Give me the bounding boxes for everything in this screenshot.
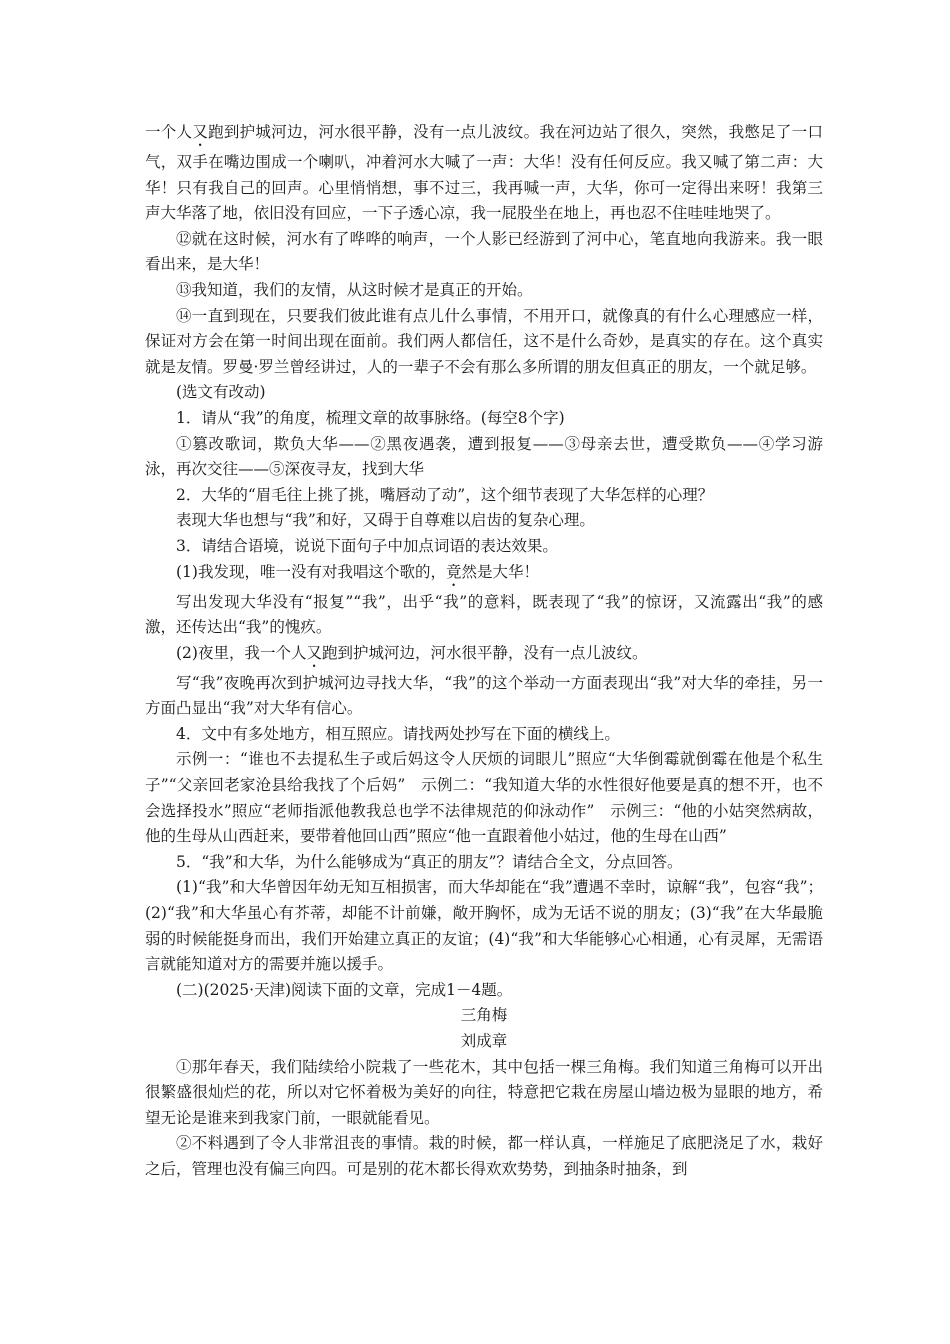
question-3-sub-2	[145, 641, 823, 671]
article-paragraph-1: ①那年春天，我们陆续给小院栽了一些花木，其中包括一棵三角梅。我们知道三角梅可以开出很繁盛很灿烂的花，所以对它怀着极为美好的向往，特意把它栽在房屋山墙边极为显眼的地方，希望无论是谁来到我家门前，一眼就能看见。	[145, 1057, 823, 1127]
text-span: 然是大华！	[461, 562, 539, 581]
emphasized-word: 又	[192, 123, 209, 141]
article-title: 三角梅	[460, 1006, 508, 1025]
text-span: (2)夜里，我一个人	[176, 643, 307, 662]
section-2-intro: (二)(2025·天津)阅读下面的文章，完成1－4题。	[176, 980, 513, 999]
story-paragraph-13: ⑬我知道，我们的友情，从这时候才是真正的开始。	[176, 280, 533, 299]
question-3: 3．请结合语境，说说下面句子中加点词语的表达效果。	[176, 536, 558, 555]
answer-2: 表现大华也想与“我”和好，又碍于自尊难以启齿的复杂心理。	[176, 511, 595, 530]
question-4: 4．文中有多处地方，相互照应。请找两处抄写在下面的横线上。	[176, 724, 620, 743]
question-5: 5．“我”和大华，为什么能够成为“真正的朋友”？请结合全文，分点回答。	[176, 852, 683, 871]
question-3-sub-1	[145, 560, 823, 590]
article-author: 刘成章	[460, 1032, 508, 1050]
emphasized-word: 又	[306, 643, 322, 662]
text-span: 跑到护城河边，河水很平静，没有一点儿波纹。我在河边站了很久，突然，我憋足了一口气，双手在嘴边围成一个喇叭，冲着河水大喊了一声：大华！没有任何反应。我又喊了第二声：大华！只有我自己的回声。心里悄悄想，事不过三，我再喊一声，大华，你可一定得出来呀！我第三声大华落了地，依旧没有回应，一下子透心凉，我一屁股坐在地上，再也忍不住哇哇地哭了。	[145, 123, 823, 223]
article-paragraph-2: ②不料遇到了令人非常沮丧的事情。栽的时候，都一样认真，一样施足了底肥浇足了水，栽好之后，管理也没有偏三向四。可是别的花木都长得欢欢势势，到抽条时抽条，到	[145, 1134, 823, 1178]
text-span: 跑到护城河边，河水很平静，没有一点儿波纹。	[321, 643, 648, 662]
answer-1: ①篡改歌词，欺负大华——②黑夜遇袭，遭到报复——③母亲去世，遭受欺负——④学习游泳，再次交往——⑤深夜寻友，找到大华	[145, 434, 823, 479]
text-span: (1)我发现，唯一没有对我唱这个歌的，	[176, 562, 446, 581]
text-span: 一个人	[145, 123, 193, 141]
question-1: 1．请从“我”的角度，梳理文章的故事脉络。(每空8个字)	[176, 408, 565, 427]
source-note: (选文有改动)	[176, 383, 266, 402]
story-paragraph-14: ⑭一直到现在，只要我们彼此谁有点儿什么事情，不用开口，就像真的有什么心理感应一样，保证对方会在第一时间出现在面前。我们两人都信任，这不是什么奇妙，是真实的存在。这个真实就是友情。罗曼·罗兰曾经讲过，人的一辈子不会有那么多所谓的朋友但真正的朋友，一个就足够。	[145, 306, 823, 376]
answer-3-1: 写出发现大华没有“报复”“我”，出乎“我”的意料，既表现了“我”的惊讶，又流露出“我”的感激，还传达出“我”的愧疚。	[145, 592, 823, 637]
question-2: 2．大华的“眉毛往上挑了挑，嘴唇动了动”，这个细节表现了大华怎样的心理？	[176, 485, 714, 504]
answer-5: (1)“我”和大华曾因年幼无知互相损害，而大华却能在“我”遭遇不幸时，谅解“我”，包容“我”；(2)“我”和大华虽心有芥蒂，却能不计前嫌，敞开胸怀，成为无话不说的朋友；(3)“我”在大华最脆弱的时候能挺身而出，我们开始建立真正的友谊；(4)“我”和大华能够心心相通，心有灵犀，无需语言就能知道对方的需要并施以援手。	[145, 878, 823, 974]
story-paragraph-12: ⑫就在这时候，河水有了哗哗的响声，一个人影已经游到了河中心，笔直地向我游来。我一眼看出来，是大华！	[145, 229, 823, 274]
story-paragraph-11	[145, 120, 823, 227]
emphasized-word: 竟	[445, 562, 462, 581]
answer-3-2: 写“我”夜晚再次到护城河边寻找大华，“我”的这个举动一方面表现出“我”对大华的牵挂，另一方面凸显出“我”对大华有信心。	[145, 673, 823, 718]
answer-4: 示例一：“谁也不去提私生子或后妈这令人厌烦的词眼儿”照应“大华倒霉就倒霉在他是个私生子”“父亲回老家沧县给我找了个后妈” 示例二：“我知道大华的水性很好他要是真的想不开，也不会选择投水”照应“老师指派他教我总也学不法律规范的仰泳动作” 示例三：“他的小姑突然病故，他的生母从山西赶来，要带着他回山西”照应“他一直跟着他小姑过，他的生母在山西”	[145, 750, 823, 846]
document-page	[145, 120, 823, 1183]
